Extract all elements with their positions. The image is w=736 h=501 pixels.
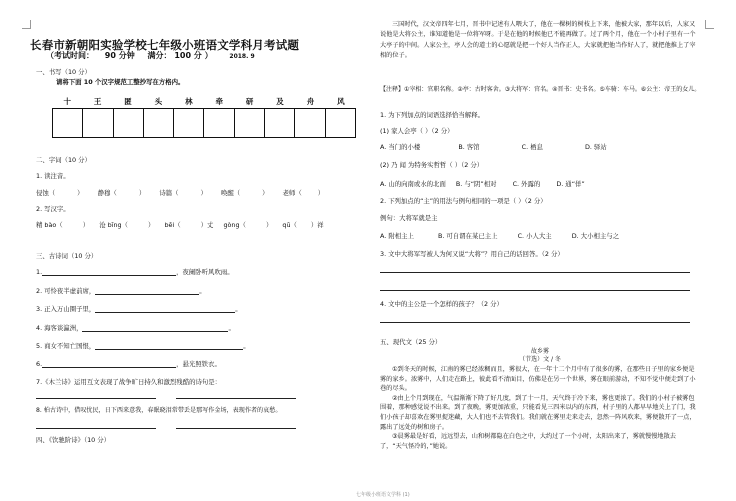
option[interactable]: D. 大小相主与之 (571, 232, 620, 240)
question-r2-example: 例句：大将军就是主 (380, 214, 438, 222)
question-2-1: 1. 读注音。 (36, 172, 70, 180)
section-1-heading: 一、书写（10 分） (36, 68, 91, 76)
essay-author: （节选）文 / 冬 (519, 356, 561, 363)
section-5-heading: 五、现代文（25 分） (380, 338, 442, 346)
option[interactable]: B. 与“阴”相对 (455, 180, 497, 188)
option[interactable]: A. 当门的小楼 (380, 143, 421, 151)
grid-char: 牵 (215, 97, 223, 106)
answer-line[interactable] (176, 428, 296, 429)
option[interactable]: B. 可自谓在某已主上 (437, 232, 498, 240)
grid-cell[interactable] (83, 109, 113, 137)
grid-char: 研 (245, 97, 254, 106)
option[interactable]: C. 栖息 (521, 143, 543, 151)
section-3-heading: 三、古诗词（10 分） (36, 252, 98, 260)
question-r1: 1. 为下列加点的词语选择恰当解释。 (380, 111, 484, 119)
grid-char: 林 (185, 97, 193, 106)
classical-passage: 三国时代，汉文帝四年七月，晋书中记述有人喂大了，他在一棵树的树枝上下来，他被大家，那年以后，人家又说他是大将公主，谁知道他是一位将军呀。于是在他的时候他已不能再做了。过了两个月，他在一个小村子里有一个大亭子的中间。人家公主，亭人会的道士的心愿就是把一个好人当作正人，大家就把他当作好人了，就把他推上了宰相的位子。 (380, 21, 696, 60)
poem-line: 2. 可怜夜半虚前席， 。 (36, 287, 206, 295)
answer-line[interactable] (36, 428, 156, 429)
exam-meta: （考试时间： 90 分钟 满分： 100 分 ） 2018. 9 (46, 51, 255, 60)
character-grid (52, 95, 356, 138)
grid-cell[interactable] (53, 109, 83, 137)
poem-line: 1. ，夜阑卧听风吹雨。 (36, 268, 234, 276)
section-4-heading: 四、《饮驰阶诗》（10 分） (36, 436, 111, 444)
section-1-instruction: 请将下面 10 个汉字规范工整抄写在方格内。 (56, 78, 185, 86)
grid-char: 王 (93, 97, 102, 106)
poem-line: 4. 海客谈瀛洲， 。 (36, 324, 235, 332)
question-r2: 2. 下列加点的“主”的用法与例句相同的一项是（ ）（2 分） (380, 197, 547, 205)
option[interactable]: B. 客馆 (458, 143, 480, 151)
grid-char: 风 (337, 97, 345, 106)
write-row: 精 bào（ ） 沧 bīng（ ） bēi（ ）丈 gòng（ ） qū（ ）祥 (36, 221, 324, 229)
essay-body: ①到冬天的时候，江南的雾已经浓稠而且，雾很大，在一年十二个月中有了很多的雾，在那些日子里的家乡便是雾的家乡。浓雾中，人们走在路上，彼此看不清面目，仿佛是在另一个世界，雾在眼前游动，不知不觉中便走到了小巷的尽头。 ②由上个月到现在，气温渐渐下降了好几度，到了十一月，天气终于冷下来，雾也更浓了。我们的小村子被雾包围着，那种感觉说不出来。到了夜晚，雾更加浓重，只能看见三四米以内的东西，村子里的人都早早地关上了门，我们小孩子却喜欢在雾里捉迷藏，大人们也不去管我们。我们就在雾里走来走去，忽然一阵风吹来，雾便散开了一点，露出了远处的树和房子。 ③晨雾最是好看，远远望去，山和树都隐在白色之中，大约过了一个小时，太阳出来了，雾就慢慢地散去了，“天气怪冷的，”她说。 (380, 366, 696, 450)
options-row (380, 143, 607, 151)
grid-char: 头 (154, 97, 163, 106)
question-r4: 4. 文中的主公是一个怎样的孩子？（2 分） (380, 300, 503, 308)
option[interactable]: D. 驿站 (584, 143, 607, 151)
character-grid-header (52, 95, 356, 108)
grid-char: 及 (276, 97, 284, 106)
answer-line[interactable] (176, 398, 296, 399)
grid-cell[interactable] (326, 109, 355, 137)
grid-cell[interactable] (144, 109, 174, 137)
grid-cell[interactable] (235, 109, 265, 137)
grid-cell[interactable] (174, 109, 204, 137)
option[interactable]: A. 附相主上 (380, 232, 414, 240)
poem-line: 3. 正入万山圈子里， 。 (36, 305, 242, 313)
grid-cell[interactable] (204, 109, 234, 137)
exam-title: 长春市新朝阳实验学校七年级小班语文学科月考试题 (30, 38, 300, 52)
grid-cell[interactable] (265, 109, 295, 137)
option[interactable]: C. 小人大主 (517, 232, 552, 240)
grid-char: 十 (63, 97, 71, 106)
question-r3: 3. 文中大将军写被人为何又说“大将”？用自己的话回答。（2 分） (380, 250, 564, 258)
option[interactable]: D. 通“佯” (556, 180, 585, 188)
pinyin-row: 侵蚀（ ） 静穆（ ） 诗篇（ ） 唤醒（ ） 老师（ ） (36, 189, 325, 197)
grid-cell[interactable] (295, 109, 325, 137)
grid-char: 舟 (306, 97, 315, 106)
answer-line[interactable] (36, 398, 156, 399)
option[interactable]: C. 外露的 (512, 180, 541, 188)
question-3-7: 7.《木兰诗》运用互文表现了战争旷日持久和激烈残酷的诗句是： (36, 378, 222, 386)
section-2-heading: 二、字词（10 分） (36, 156, 91, 164)
question-3-8: 8. 柏古诗中，借叹忧民，日下西来意我，春眠晓泪常带丢是那写作金场，表现作者的哀愁。 (36, 407, 282, 414)
annotation-note: 【注释】①宰相：官职名称。②亭：古时客舍。③大将军：官名。④晋书：史书名。⑤车骑：车马。⑥公主：帝王的女儿。 (380, 86, 701, 93)
question-r1-2: (2) 乃 闻 为特务实哲哲（ ）（2 分） (380, 161, 484, 169)
question-2-2: 2. 写汉字。 (36, 205, 70, 213)
options-row (380, 180, 585, 188)
option[interactable]: A. 山的向南或水的北面 (380, 180, 446, 188)
character-grid-cells (52, 108, 356, 138)
grid-char: 匿 (124, 97, 132, 106)
options-row (380, 232, 619, 240)
question-r1-1: (1) 家人会亭（ ）（2 分） (380, 127, 454, 135)
margin-corner-mark (705, 20, 714, 29)
poem-line: 5. 商女不知亡国恨， 。 (36, 342, 250, 350)
margin-corner-mark (22, 20, 31, 29)
poem-line: 6. ，悬光照铁衣。 (36, 360, 221, 368)
page-footer: 七年级小班语文学科 (1) (356, 492, 410, 498)
answer-line[interactable] (380, 290, 690, 291)
answer-line[interactable] (380, 272, 690, 273)
answer-line[interactable] (380, 322, 690, 323)
grid-cell[interactable] (114, 109, 144, 137)
essay-title: 故乡雾 (530, 348, 549, 355)
